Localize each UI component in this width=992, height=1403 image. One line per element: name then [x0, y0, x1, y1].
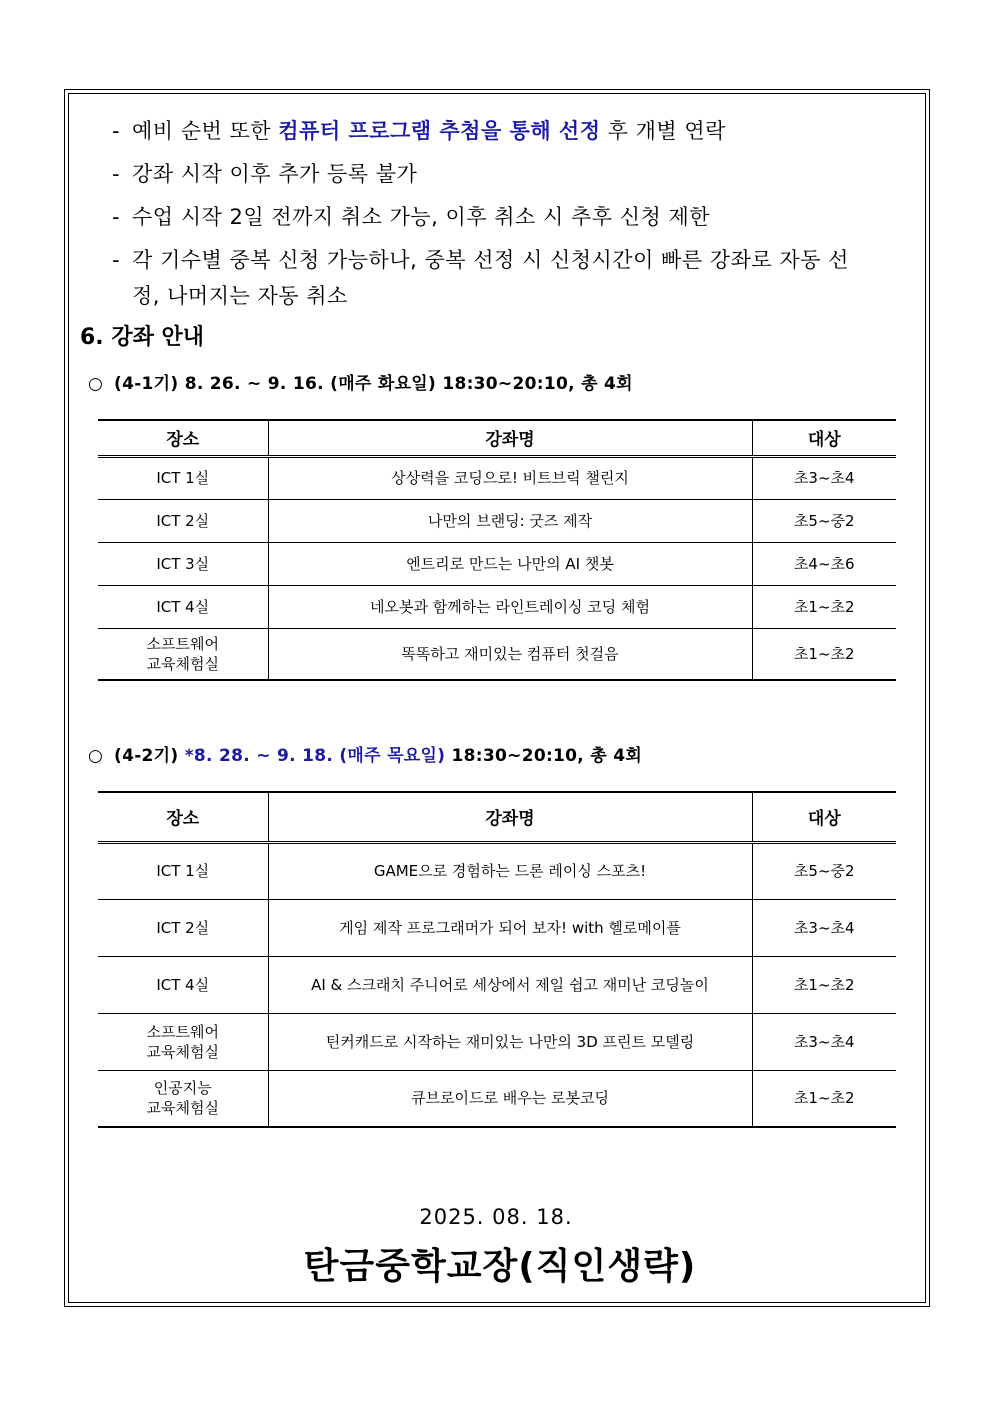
note-dash: - [112, 248, 121, 272]
note-4-line2: 정, 나머지는 자동 취소 [132, 284, 348, 308]
cell-place: ICT 4실 [98, 585, 268, 628]
session-2-suffix: 18:30~20:10, 총 4회 [445, 746, 643, 766]
circle-bullet-icon: ○ [88, 746, 104, 766]
cell-place: ICT 2실 [98, 499, 268, 542]
table-row [98, 842, 896, 899]
cell-target: 초5~중2 [752, 842, 896, 899]
cell-place: 소프트웨어 교육체험실 [98, 628, 268, 680]
session-2-prefix: (4-2기) [114, 746, 185, 766]
cell-course: 네오봇과 함께하는 라인트레이싱 코딩 체험 [268, 585, 752, 628]
note-3-text: 수업 시작 2일 전까지 취소 가능, 이후 취소 시 추후 신청 제한 [132, 205, 711, 229]
note-1-highlight: 컴퓨터 프로그램 추첨을 통해 선정 [278, 119, 601, 143]
cell-target: 초3~초4 [752, 456, 896, 499]
header-target: 대상 [752, 420, 896, 456]
note-2-text: 강좌 시작 이후 추가 등록 불가 [132, 162, 418, 186]
table-row [98, 585, 896, 628]
cell-course: 상상력을 코딩으로! 비트브릭 챌린지 [268, 456, 752, 499]
cell-course: 엔트리로 만드는 나만의 AI 챗봇 [268, 542, 752, 585]
cell-target: 초1~초2 [752, 1070, 896, 1127]
cell-place: ICT 1실 [98, 842, 268, 899]
table-row [98, 899, 896, 956]
circle-bullet-icon: ○ [88, 374, 104, 394]
header-target: 대상 [752, 792, 896, 842]
session-1-table [98, 419, 896, 681]
note-4-line1: 각 기수별 중복 신청 가능하나, 중복 선정 시 신청시간이 빠른 강좌로 자동 선 [132, 248, 849, 272]
cell-course: 게임 제작 프로그래머가 되어 보자! with 헬로메이플 [268, 899, 752, 956]
note-dash: - [112, 119, 121, 143]
cell-place: ICT 1실 [98, 456, 268, 499]
table-row [98, 499, 896, 542]
cell-place: 소프트웨어 교육체험실 [98, 1013, 268, 1070]
cell-target: 초3~초4 [752, 899, 896, 956]
cell-target: 초1~초2 [752, 585, 896, 628]
cell-place: ICT 2실 [98, 899, 268, 956]
header-place: 장소 [98, 420, 268, 456]
principal-signature: 탄금중학교장(직인생략) [303, 1246, 697, 1287]
issue-date: 2025. 08. 18. [419, 1205, 573, 1229]
cell-target: 초1~초2 [752, 956, 896, 1013]
note-2 [112, 156, 932, 192]
cell-target: 초5~중2 [752, 499, 896, 542]
note-dash: - [112, 162, 121, 186]
table-row [98, 456, 896, 499]
cell-course: 큐브로이드로 배우는 로봇코딩 [268, 1070, 752, 1127]
note-1-prefix: 예비 순번 또한 [132, 119, 279, 143]
cell-course: 똑똑하고 재미있는 컴퓨터 첫걸음 [268, 628, 752, 680]
note-1 [112, 113, 932, 149]
session-1-label [88, 371, 633, 397]
header-course: 강좌명 [268, 420, 752, 456]
cell-target: 초4~초6 [752, 542, 896, 585]
session-1-text: (4-1기) 8. 26. ~ 9. 16. (매주 화요일) 18:30~20:10, 총 4회 [114, 374, 633, 394]
cell-course: AI & 스크래치 주니어로 세상에서 제일 쉽고 재미난 코딩놀이 [268, 956, 752, 1013]
cell-target: 초1~초2 [752, 628, 896, 680]
note-dash: - [112, 205, 121, 229]
cell-target: 초3~초4 [752, 1013, 896, 1070]
table-header-row [98, 420, 896, 456]
table-row [98, 1070, 896, 1127]
table-row [98, 628, 896, 680]
cell-place: ICT 4실 [98, 956, 268, 1013]
cell-place: ICT 3실 [98, 542, 268, 585]
section-title: 6. 강좌 안내 [80, 325, 204, 350]
table-row [98, 956, 896, 1013]
cell-place: 인공지능 교육체험실 [98, 1070, 268, 1127]
cell-course: 틴커캐드로 시작하는 재미있는 나만의 3D 프린트 모델링 [268, 1013, 752, 1070]
header-course: 강좌명 [268, 792, 752, 842]
cell-course: 나만의 브랜딩: 굿즈 제작 [268, 499, 752, 542]
cell-course: GAME으로 경험하는 드론 레이싱 스포츠! [268, 842, 752, 899]
session-2-table [98, 791, 896, 1128]
session-2-label [88, 743, 642, 769]
table-row [98, 542, 896, 585]
note-4 [112, 242, 932, 314]
header-place: 장소 [98, 792, 268, 842]
note-3 [112, 199, 932, 235]
table-row [98, 1013, 896, 1070]
session-2-dates: *8. 28. ~ 9. 18. (매주 목요일) [184, 746, 446, 766]
table-header-row [98, 792, 896, 842]
note-1-suffix: 후 개별 연락 [600, 119, 726, 143]
